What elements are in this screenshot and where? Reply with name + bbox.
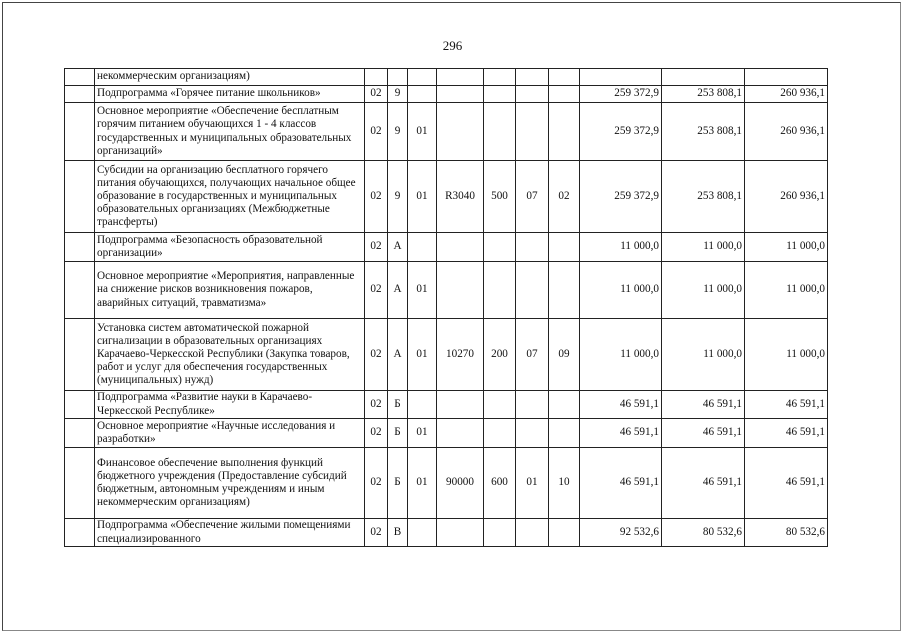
cell-program-code xyxy=(365,69,388,86)
cell-subsection xyxy=(549,233,580,262)
cell-item-name: Подпрограмма «Безопасность образовательной организации» xyxy=(95,233,365,262)
cell-subsection xyxy=(549,519,580,547)
cell-activity-code: 01 xyxy=(408,262,437,319)
cell-subprogram-code: В xyxy=(388,519,408,547)
cell-subprogram-code: 9 xyxy=(388,86,408,103)
cell-number xyxy=(65,233,95,262)
table-row xyxy=(65,319,828,391)
cell-expense-type: 600 xyxy=(484,448,516,519)
cell-item-name: Подпрограмма «Горячее питание школьников» xyxy=(95,86,365,103)
cell-item-name: Основное мероприятие «Обеспечение бесплатным горячим питанием обучающихся 1 - 4 классов государственных и муниципальных образовательных организаций» xyxy=(95,103,365,161)
cell-amount-year-3: 260 936,1 xyxy=(745,86,828,103)
page-number: 296 xyxy=(442,38,463,53)
cell-subprogram-code: 9 xyxy=(388,161,408,233)
cell-activity-code xyxy=(408,233,437,262)
cell-direction-code xyxy=(437,69,484,86)
cell-item-name: Основное мероприятие «Научные исследования и разработки» xyxy=(95,419,365,448)
cell-number xyxy=(65,69,95,86)
cell-amount-year-1: 46 591,1 xyxy=(580,448,662,519)
cell-number xyxy=(65,86,95,103)
cell-expense-type xyxy=(484,103,516,161)
cell-expense-type xyxy=(484,233,516,262)
cell-direction-code: 90000 xyxy=(437,448,484,519)
cell-amount-year-3: 46 591,1 xyxy=(745,419,828,448)
cell-program-code: 02 xyxy=(365,391,388,419)
cell-program-code: 02 xyxy=(365,419,388,448)
cell-number xyxy=(65,161,95,233)
cell-section xyxy=(516,233,549,262)
cell-expense-type xyxy=(484,69,516,86)
cell-number xyxy=(65,103,95,161)
cell-subprogram-code: А xyxy=(388,233,408,262)
cell-program-code: 02 xyxy=(365,448,388,519)
cell-section: 07 xyxy=(516,161,549,233)
cell-section xyxy=(516,419,549,448)
cell-expense-type xyxy=(484,419,516,448)
cell-amount-year-3 xyxy=(745,69,828,86)
cell-section xyxy=(516,391,549,419)
cell-section xyxy=(516,519,549,547)
table-row xyxy=(65,233,828,262)
cell-amount-year-2: 253 808,1 xyxy=(662,86,745,103)
cell-direction-code xyxy=(437,391,484,419)
cell-number xyxy=(65,448,95,519)
cell-subsection xyxy=(549,103,580,161)
cell-subsection xyxy=(549,86,580,103)
cell-section xyxy=(516,69,549,86)
cell-expense-type: 200 xyxy=(484,319,516,391)
cell-expense-type xyxy=(484,262,516,319)
cell-subsection: 10 xyxy=(549,448,580,519)
cell-subsection xyxy=(549,69,580,86)
cell-direction-code xyxy=(437,86,484,103)
cell-amount-year-2: 11 000,0 xyxy=(662,262,745,319)
cell-subsection xyxy=(549,391,580,419)
table-row xyxy=(65,69,828,86)
cell-subsection xyxy=(549,262,580,319)
cell-subprogram-code: А xyxy=(388,319,408,391)
cell-amount-year-1 xyxy=(580,69,662,86)
cell-item-name: Подпрограмма «Обеспечение жилыми помещениями специализированного xyxy=(95,519,365,547)
cell-program-code: 02 xyxy=(365,86,388,103)
table-row xyxy=(65,262,828,319)
cell-subprogram-code xyxy=(388,69,408,86)
cell-amount-year-1: 259 372,9 xyxy=(580,161,662,233)
cell-amount-year-1: 259 372,9 xyxy=(580,86,662,103)
cell-item-name: Основное мероприятие «Мероприятия, направленные на снижение рисков возникновения пожаров, аварийных ситуаций, травматизма» xyxy=(95,262,365,319)
table-body xyxy=(65,69,828,547)
cell-activity-code: 01 xyxy=(408,419,437,448)
cell-amount-year-2: 11 000,0 xyxy=(662,233,745,262)
cell-number xyxy=(65,419,95,448)
table-row xyxy=(65,448,828,519)
cell-amount-year-2: 46 591,1 xyxy=(662,419,745,448)
cell-item-name: некоммерческим организациям) xyxy=(95,69,365,86)
budget-table xyxy=(64,68,828,547)
cell-amount-year-2: 253 808,1 xyxy=(662,103,745,161)
cell-direction-code xyxy=(437,233,484,262)
cell-amount-year-1: 11 000,0 xyxy=(580,233,662,262)
cell-amount-year-2: 80 532,6 xyxy=(662,519,745,547)
cell-expense-type xyxy=(484,519,516,547)
cell-direction-code xyxy=(437,519,484,547)
cell-number xyxy=(65,262,95,319)
cell-direction-code xyxy=(437,419,484,448)
cell-amount-year-1: 259 372,9 xyxy=(580,103,662,161)
cell-item-name: Установка систем автоматической пожарной сигнализации в образовательных организациях Карачаево-Черкесской Республики (Закупка товаров, работ и услуг для обеспечения государственных (муниципальных) нужд) xyxy=(95,319,365,391)
cell-amount-year-2: 253 808,1 xyxy=(662,161,745,233)
cell-expense-type xyxy=(484,391,516,419)
cell-amount-year-2: 11 000,0 xyxy=(662,319,745,391)
cell-expense-type: 500 xyxy=(484,161,516,233)
table-row xyxy=(65,103,828,161)
cell-section: 01 xyxy=(516,448,549,519)
cell-amount-year-1: 46 591,1 xyxy=(580,391,662,419)
cell-amount-year-2 xyxy=(662,69,745,86)
cell-item-name: Субсидии на организацию бесплатного горячего питания обучающихся, получающих начальное общее образование в государственных и муниципальных образовательных организациях (Межбюджетные трансферты) xyxy=(95,161,365,233)
cell-activity-code: 01 xyxy=(408,161,437,233)
cell-amount-year-3: 11 000,0 xyxy=(745,319,828,391)
cell-amount-year-3: 260 936,1 xyxy=(745,103,828,161)
cell-amount-year-3: 11 000,0 xyxy=(745,262,828,319)
cell-subprogram-code: Б xyxy=(388,391,408,419)
cell-direction-code xyxy=(437,262,484,319)
cell-item-name: Подпрограмма «Развитие науки в Карачаево-Черкесской Республике» xyxy=(95,391,365,419)
cell-program-code: 02 xyxy=(365,103,388,161)
cell-activity-code xyxy=(408,391,437,419)
cell-item-name: Финансовое обеспечение выполнения функций бюджетного учреждения (Предоставление субсидий бюджетным, автономным учреждениям и иным некоммерческим организациям) xyxy=(95,448,365,519)
cell-program-code: 02 xyxy=(365,233,388,262)
cell-amount-year-1: 11 000,0 xyxy=(580,319,662,391)
cell-section: 07 xyxy=(516,319,549,391)
cell-direction-code xyxy=(437,103,484,161)
cell-subprogram-code: Б xyxy=(388,419,408,448)
cell-amount-year-3: 80 532,6 xyxy=(745,519,828,547)
cell-activity-code xyxy=(408,69,437,86)
cell-program-code: 02 xyxy=(365,319,388,391)
table-row xyxy=(65,391,828,419)
cell-program-code: 02 xyxy=(365,161,388,233)
cell-number xyxy=(65,519,95,547)
cell-subsection: 02 xyxy=(549,161,580,233)
table-row xyxy=(65,161,828,233)
cell-expense-type xyxy=(484,86,516,103)
cell-program-code: 02 xyxy=(365,519,388,547)
cell-number xyxy=(65,319,95,391)
cell-amount-year-1: 46 591,1 xyxy=(580,419,662,448)
cell-program-code: 02 xyxy=(365,262,388,319)
cell-direction-code: 10270 xyxy=(437,319,484,391)
cell-number xyxy=(65,391,95,419)
cell-direction-code: R3040 xyxy=(437,161,484,233)
cell-subsection xyxy=(549,419,580,448)
cell-activity-code xyxy=(408,519,437,547)
table-row xyxy=(65,519,828,547)
cell-amount-year-1: 11 000,0 xyxy=(580,262,662,319)
cell-amount-year-2: 46 591,1 xyxy=(662,391,745,419)
cell-subprogram-code: А xyxy=(388,262,408,319)
table-row xyxy=(65,419,828,448)
cell-amount-year-1: 92 532,6 xyxy=(580,519,662,547)
cell-amount-year-3: 46 591,1 xyxy=(745,391,828,419)
cell-amount-year-2: 46 591,1 xyxy=(662,448,745,519)
cell-subsection: 09 xyxy=(549,319,580,391)
table-row xyxy=(65,86,828,103)
cell-subprogram-code: 9 xyxy=(388,103,408,161)
cell-activity-code xyxy=(408,86,437,103)
cell-amount-year-3: 260 936,1 xyxy=(745,161,828,233)
cell-section xyxy=(516,86,549,103)
cell-section xyxy=(516,262,549,319)
cell-activity-code: 01 xyxy=(408,103,437,161)
cell-activity-code: 01 xyxy=(408,319,437,391)
cell-section xyxy=(516,103,549,161)
cell-subprogram-code: Б xyxy=(388,448,408,519)
cell-amount-year-3: 11 000,0 xyxy=(745,233,828,262)
cell-activity-code: 01 xyxy=(408,448,437,519)
cell-amount-year-3: 46 591,1 xyxy=(745,448,828,519)
